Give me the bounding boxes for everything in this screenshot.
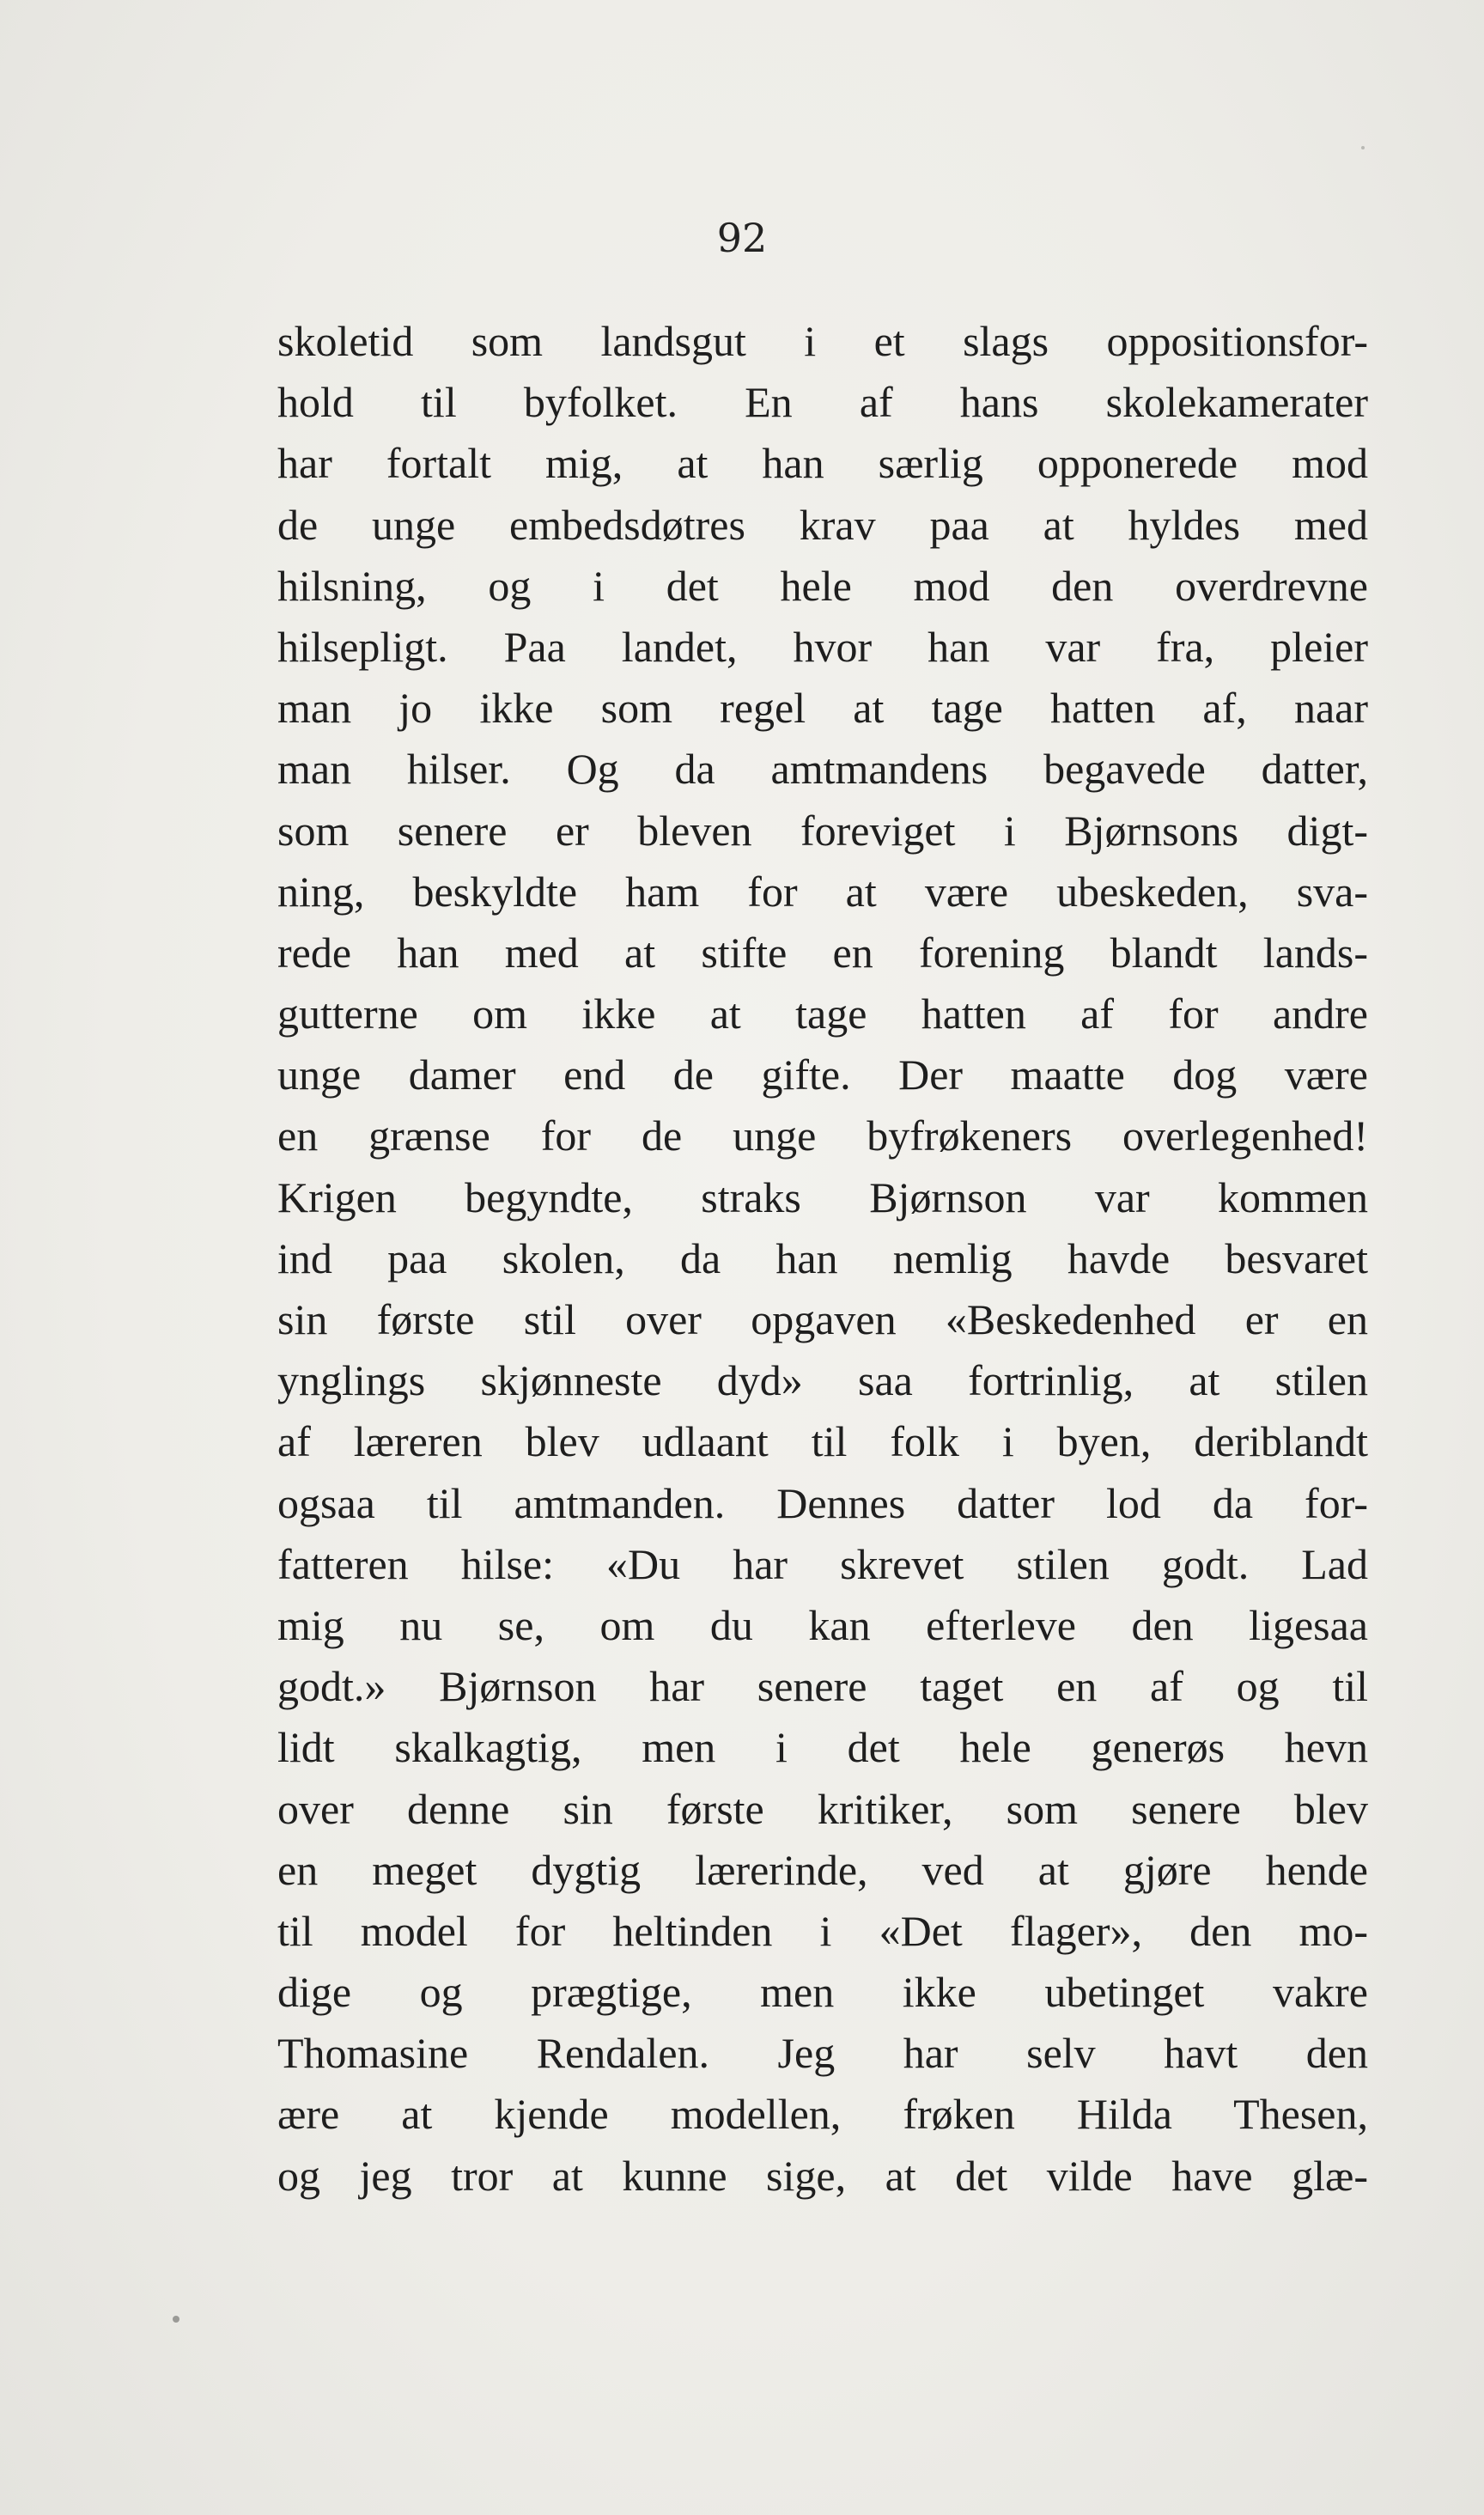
text-line: sin første stil over opgaven «Beskedenhed er en [277,1295,1368,1343]
text-line: en grænse for de unge byfrøkeners overlegenhed! [277,1111,1368,1160]
text-line: en meget dygtig lærerinde, ved at gjøre hende [277,1845,1368,1894]
text-line: ære at kjende modellen, frøken Hilda Thesen, [277,2090,1368,2139]
paper-speck [1361,146,1365,149]
text-line: rede han med at stifte en forening blandt lands- [277,928,1368,977]
page-number: 92 [716,215,768,261]
text-line: ind paa skolen, da han nemlig havde besvaret [277,1233,1368,1282]
text-line: gutterne om ikke at tage hatten af for andre [277,990,1368,1038]
text-line: hilsning, og i det hele mod den overdrevne [277,561,1368,610]
text-line: Thomasine Rendalen. Jeg har selv havt den [277,2029,1368,2078]
text-line: har fortalt mig, at han særlig opponerede mod [277,439,1368,488]
text-line: som senere er bleven foreviget i Bjørnsons digt- [277,806,1368,855]
text-line: skoletid som landsgut i et slags oppositionsfor- [277,317,1368,365]
text-line: lidt skalkagtig, men i det hele generøs hevn [277,1723,1368,1772]
text-line: ning, beskyldte ham for at være ubeskeden, sva- [277,867,1368,916]
text-line: unge damer end de gifte. Der maatte dog være [277,1050,1368,1099]
body-text [277,311,1368,2207]
text-line: Krigen begyndte, straks Bjørnson var kommen [277,1172,1368,1221]
text-line: hilsepligt. Paa landet, hvor han var fra, pleier [277,622,1368,671]
text-line: ynglings skjønneste dyd» saa fortrinlig, at stilen [277,1356,1368,1405]
text-line: ogsaa til amtmanden. Dennes datter lod da for- [277,1478,1368,1527]
text-line: de unge embedsdøtres krav paa at hyldes med [277,500,1368,549]
text-line: mig nu se, om du kan efterleve den ligesaa [277,1600,1368,1649]
text-line: godt.» Bjørnson har senere taget en af og til [277,1662,1368,1711]
text-line: hold til byfolket. En af hans skolekamerater [277,378,1368,427]
paper-speck [173,2316,179,2323]
text-line: fatteren hilse: «Du har skrevet stilen godt. Lad [277,1539,1368,1588]
text-line: man jo ikke som regel at tage hatten af, naar [277,684,1368,733]
text-line: og jeg tror at kunne sige, at det vilde have glæ- [277,2151,1368,2200]
text-line: over denne sin første kritiker, som senere blev [277,1784,1368,1833]
text-line: man hilser. Og da amtmandens begavede datter, [277,745,1368,794]
text-line: af læreren blev udlaant til folk i byen, deriblandt [277,1417,1368,1466]
text-line: til model for heltinden i «Det flager», den mo- [277,1906,1368,1955]
text-line: dige og prægtige, men ikke ubetinget vakre [277,1968,1368,2017]
